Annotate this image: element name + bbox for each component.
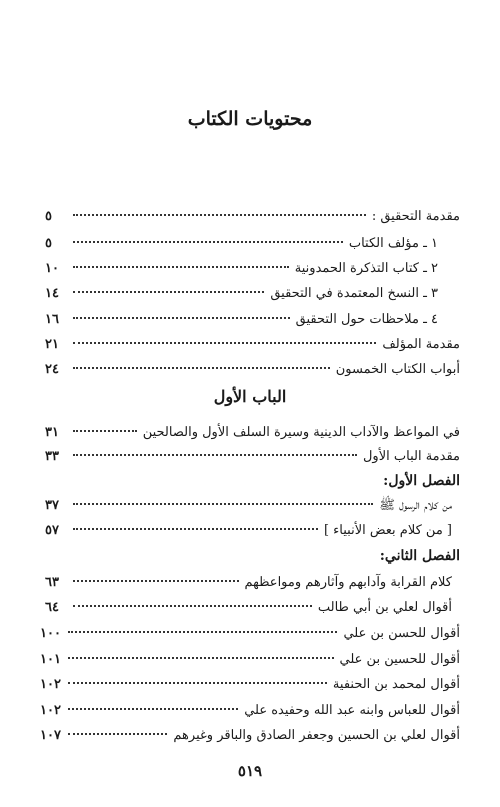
toc-label: [ من كلام بعض الأنبياء ] [323, 523, 452, 538]
toc-label: مقدمة التحقيق : [371, 209, 460, 224]
leader-dots [68, 631, 337, 633]
toc-page-number: ٦٣ [45, 575, 59, 590]
toc-page-number: ١٠ [45, 261, 59, 276]
toc-entry-abbas [40, 702, 460, 720]
toc-entry-notes [45, 311, 438, 329]
toc-label: أقوال للحسن بن علي [343, 626, 460, 641]
toc-entry-chapter-intro [45, 424, 460, 442]
leader-dots [73, 528, 318, 530]
toc-page-number: ٣٧ [45, 498, 59, 513]
toc-label: أقوال للعباس وابنه عبد الله وحفيده علي [244, 703, 460, 718]
section-heading-2: الفصل الثاني: [379, 548, 460, 564]
leader-dots [73, 241, 343, 243]
toc-page-number: ٦٤ [45, 600, 59, 615]
leader-dots [68, 733, 167, 735]
toc-entry-husayn [40, 651, 460, 669]
toc-page-number: ٣١ [45, 425, 59, 440]
toc-label: مقدمة الباب الأول [362, 449, 460, 464]
toc-page-number: ١٠١ [40, 652, 61, 667]
leader-dots [73, 503, 373, 505]
toc-page-number: ١٠٢ [40, 677, 61, 692]
leader-dots [73, 266, 289, 268]
toc-label: مقدمة المؤلف [382, 337, 460, 352]
leader-dots [73, 342, 376, 344]
toc-page-number: ١٠٢ [40, 703, 61, 718]
leader-dots [68, 708, 238, 710]
toc-page-number: ٥ [45, 209, 52, 224]
leader-dots [73, 605, 312, 607]
toc-entry-author [45, 235, 438, 253]
leader-dots [73, 580, 239, 582]
toc-entry-chapters [45, 361, 460, 379]
toc-entry-prophets [45, 522, 452, 540]
toc-entry-manuscripts [45, 285, 438, 303]
toc-entry-prophet [45, 497, 452, 515]
toc-label: ١ ـ مؤلف الكتاب [348, 236, 438, 251]
toc-page-number: ٢٤ [45, 362, 59, 377]
toc-label: ٢ ـ كتاب التذكرة الحمدونية [294, 261, 438, 276]
leader-dots [73, 454, 357, 456]
section-heading-1: الفصل الأول: [383, 473, 460, 489]
toc-page-number: ١٠٧ [40, 728, 61, 743]
toc-label: في المواعظ والآداب الدينية وسيرة السلف الأول والصالحين [142, 425, 460, 440]
toc-page-number: ٢١ [45, 337, 59, 352]
toc-label: أقوال لمحمد بن الحنفية [332, 677, 460, 692]
toc-entry-author-preface [45, 336, 460, 354]
toc-entry-ali-ibn-husayn [40, 727, 460, 745]
toc-page-number: ٥٧ [45, 523, 59, 538]
toc-entry-intro [45, 208, 460, 226]
page-title: محتويات الكتاب [187, 108, 313, 130]
leader-dots [73, 430, 137, 432]
toc-page-number: ١٦ [45, 312, 59, 327]
toc-page-number: ٥ [45, 236, 52, 251]
toc-label: ٣ ـ النسخ المعتمدة في التحقيق [270, 286, 438, 301]
toc-entry-kin [45, 574, 452, 592]
toc-label: كلام القرابة وآدابهم وآثارهم ومواعظهم [244, 575, 452, 590]
toc-entry-hasan [40, 625, 460, 643]
toc-label: أقوال لعلي بن الحسين وجعفر الصادق والباقر وغيرهم [173, 728, 460, 743]
toc-label: ٤ ـ ملاحظات حول التحقيق [295, 312, 438, 327]
toc-entry-book [45, 260, 438, 278]
toc-entry-ali [45, 599, 452, 617]
leader-dots [73, 367, 330, 369]
leader-dots [73, 214, 366, 216]
leader-dots [68, 682, 327, 684]
toc-label: أقوال لعلي بن أبي طالب [317, 600, 452, 615]
leader-dots [73, 317, 290, 319]
toc-page-number: ١٤ [45, 286, 59, 301]
toc-label: أقوال للحسين بن علي [339, 652, 460, 667]
toc-entry-hanafiyya [40, 676, 460, 694]
chapter-title: الباب الأول [213, 387, 287, 406]
page-number: ٥١٩ [237, 762, 263, 780]
toc-label: أبواب الكتاب الخمسون [335, 362, 460, 377]
toc-entry-chapter-preface [45, 448, 460, 466]
toc-page-number: ١٠٠ [40, 626, 61, 641]
leader-dots [73, 291, 264, 293]
toc-label: من كلام الرسول ﷺ [379, 498, 452, 513]
leader-dots [68, 657, 334, 659]
toc-page-number: ٣٣ [45, 449, 59, 464]
